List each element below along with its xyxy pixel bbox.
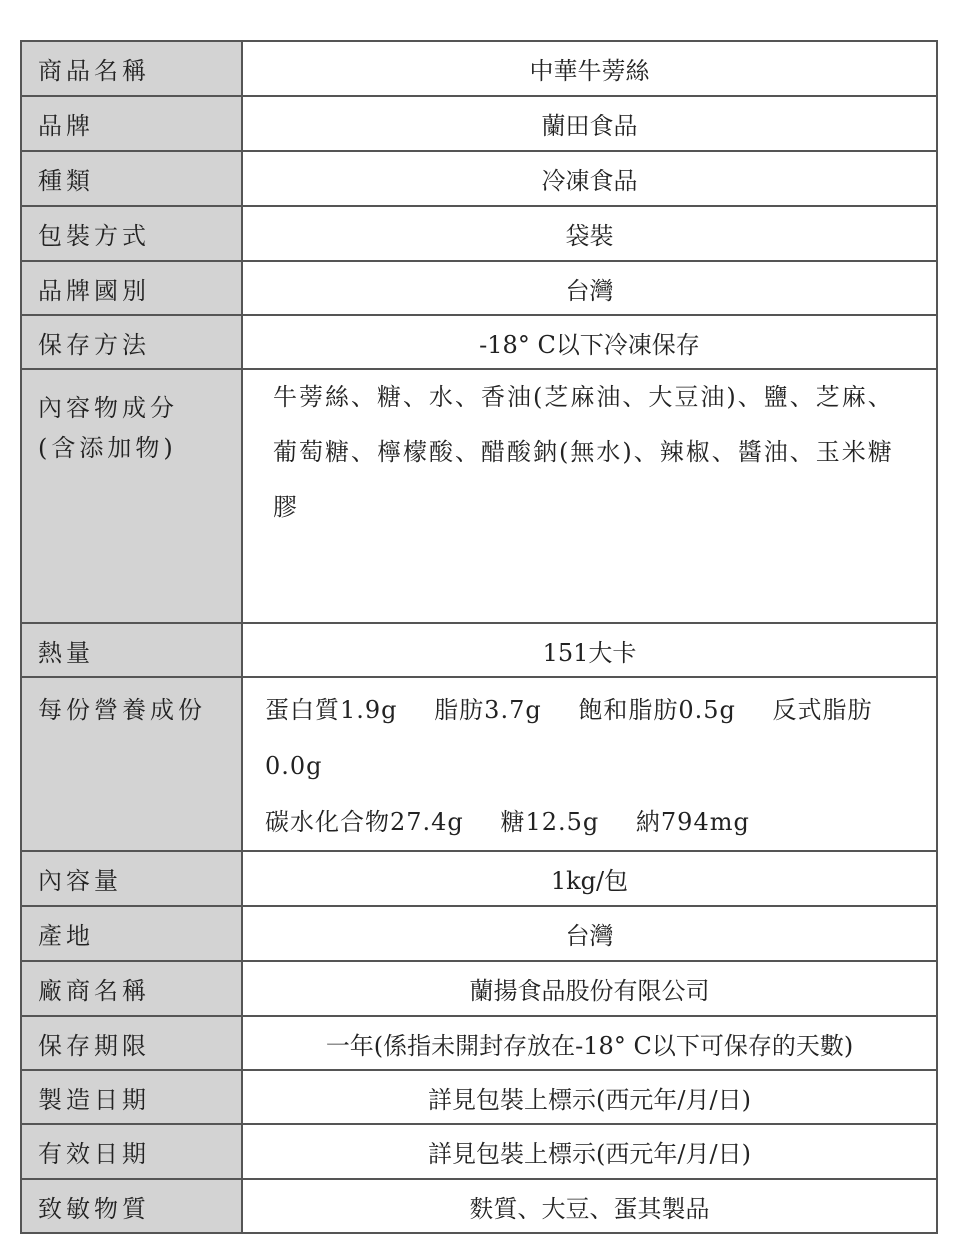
shelf-life-value: 一年(係指未開封存放在-18° C以下可保存的天數) xyxy=(242,1016,937,1070)
table-row xyxy=(21,369,937,623)
table-row xyxy=(21,623,937,677)
row-label: 商品名稱 xyxy=(21,41,242,96)
nutrition-value xyxy=(242,677,937,851)
product-spec-table xyxy=(20,40,938,1234)
table-row xyxy=(21,961,937,1016)
net-content-value: 1kg/包 xyxy=(242,851,937,906)
manufacturer-value: 蘭揚食品股份有限公司 xyxy=(242,961,937,1016)
table-row xyxy=(21,151,937,206)
row-label: 每份營養成份 xyxy=(21,677,242,851)
nutrition-item: 脂肪3.7g xyxy=(434,696,542,724)
row-label: 有效日期 xyxy=(21,1124,242,1179)
nutrition-item: 碳水化合物27.4g xyxy=(265,808,464,836)
table-row xyxy=(21,1124,937,1179)
row-label: 包裝方式 xyxy=(21,206,242,261)
table-row xyxy=(21,96,937,151)
row-label: 致敏物質 xyxy=(21,1179,242,1233)
row-label-line: (含添加物) xyxy=(38,434,177,462)
nutrition-item: 糖12.5g xyxy=(500,808,600,836)
nutrition-item: 蛋白質1.9g xyxy=(265,696,398,724)
ingredients-label xyxy=(21,369,242,623)
manufacture-date-value: 詳見包裝上標示(西元年/月/日) xyxy=(242,1070,937,1124)
row-label-line: 內容物成分 xyxy=(38,394,178,422)
table-row xyxy=(21,1179,937,1233)
table-row xyxy=(21,677,937,851)
table-row xyxy=(21,851,937,906)
row-label: 製造日期 xyxy=(21,1070,242,1124)
expiry-date-value: 詳見包裝上標示(西元年/月/日) xyxy=(242,1124,937,1179)
row-label: 品牌國別 xyxy=(21,261,242,315)
row-label: 熱量 xyxy=(21,623,242,677)
category-value: 冷凍食品 xyxy=(242,151,937,206)
origin-value: 台灣 xyxy=(242,906,937,961)
table-row xyxy=(21,261,937,315)
ingredients-value: 牛蒡絲、糖、水、香油(芝麻油、大豆油)、鹽、芝麻、葡萄糖、檸檬酸、醋酸鈉(無水)、辣椒、醬油、玉米糖膠 xyxy=(242,369,937,623)
row-label: 內容量 xyxy=(21,851,242,906)
nutrition-item: 飽和脂肪0.5g xyxy=(578,696,736,724)
row-label: 保存方法 xyxy=(21,315,242,369)
table-row xyxy=(21,315,937,369)
row-label: 種類 xyxy=(21,151,242,206)
packaging-value: 袋裝 xyxy=(242,206,937,261)
product-name-value: 中華牛蒡絲 xyxy=(242,41,937,96)
table-row xyxy=(21,906,937,961)
calories-value: 151大卡 xyxy=(242,623,937,677)
brand-country-value: 台灣 xyxy=(242,261,937,315)
table-row xyxy=(21,1016,937,1070)
allergens-value: 麩質、大豆、蛋其製品 xyxy=(242,1179,937,1233)
nutrition-item: 納794mg xyxy=(635,808,750,836)
nutrition-item: 反式脂肪0.0g xyxy=(265,696,873,780)
row-label: 產地 xyxy=(21,906,242,961)
table-row xyxy=(21,206,937,261)
row-label: 品牌 xyxy=(21,96,242,151)
brand-value: 蘭田食品 xyxy=(242,96,937,151)
storage-value: -18° C以下冷凍保存 xyxy=(242,315,937,369)
nutrition-line-2 xyxy=(265,794,924,850)
table-row xyxy=(21,41,937,96)
table-row xyxy=(21,1070,937,1124)
row-label: 廠商名稱 xyxy=(21,961,242,1016)
nutrition-line-1 xyxy=(265,682,924,794)
row-label: 保存期限 xyxy=(21,1016,242,1070)
